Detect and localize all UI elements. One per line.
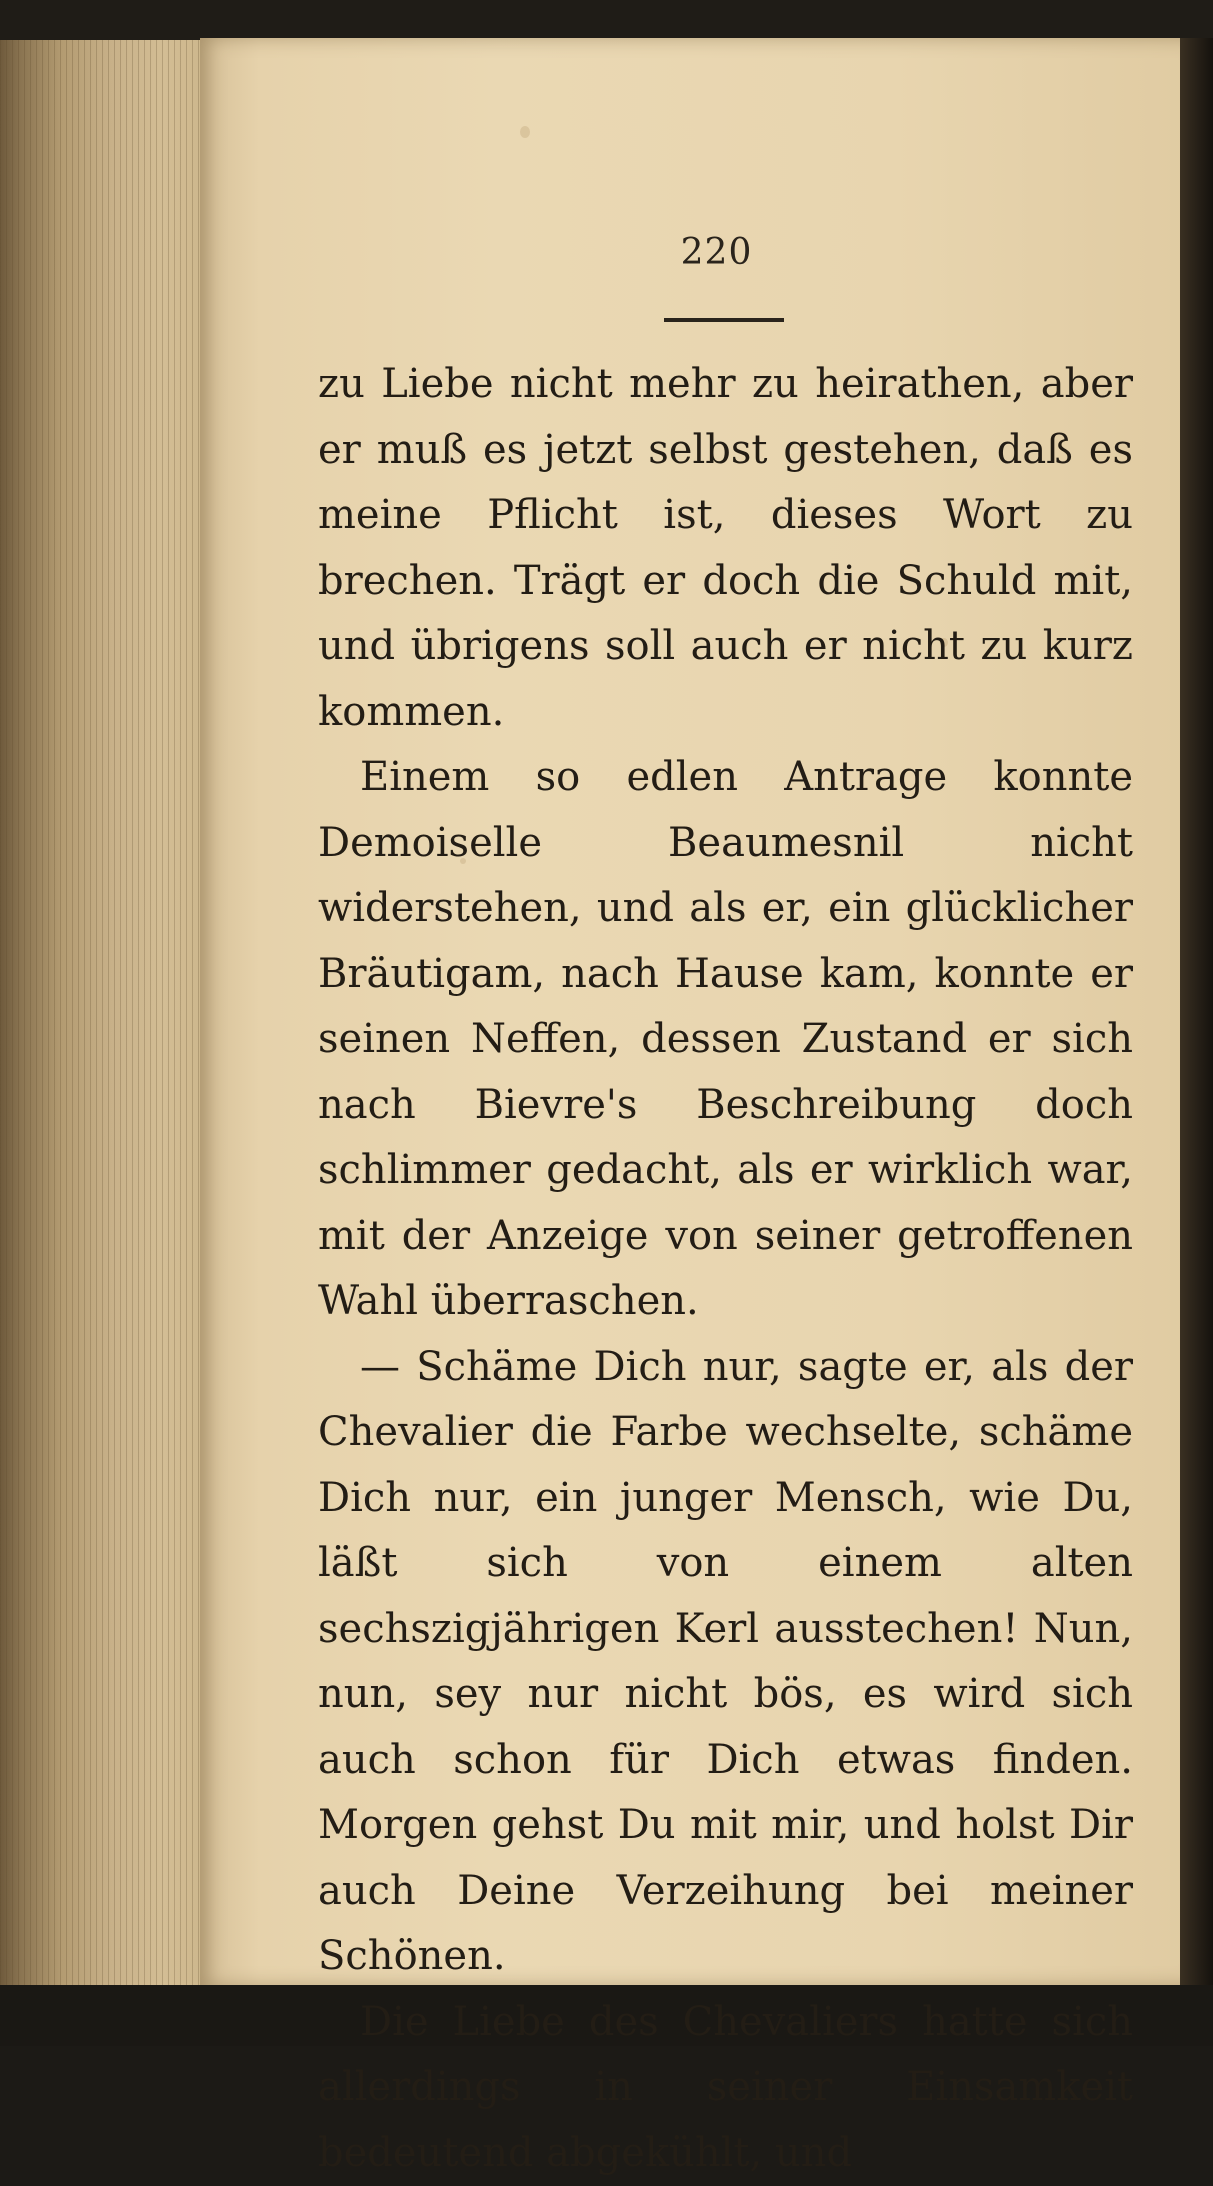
page-stack-edges [0, 40, 205, 1985]
body-text [318, 352, 1133, 2186]
paragraph: Einem so edlen Antrage konnte Demoiselle Beaumesnil nicht widerstehen, und als er, ein glücklicher Bräutigam, nach Hause kam, konnte er seinen Neffen, dessen Zustand er sich nach Bievre's Beschreibung doch schlimmer gedacht, als er wirklich war, mit der Anzeige von seiner getroffenen Wahl überraschen. [318, 745, 1133, 1335]
foxing-spot [520, 126, 530, 138]
paragraph: zu Liebe nicht mehr zu heirathen, aber er muß es jetzt selbst gestehen, daß es meine Pflicht ist, dieses Wort zu brechen. Trägt er doch die Schuld mit, und übrigens soll auch er nicht zu kurz kommen. [318, 352, 1133, 745]
paragraph: Die Liebe des Chevaliers hatte sich allerdings in seiner Einsamkeit bedeutend abgekühlt, und [318, 1990, 1133, 2186]
header-rule [664, 318, 784, 322]
page-number: 220 [0, 232, 1213, 273]
binding-gutter [1180, 38, 1213, 1988]
paragraph: — Schäme Dich nur, sagte er, als der Chevalier die Farbe wechselte, schäme Dich nur, ein junger Mensch, wie Du, läßt sich von einem alten sechszigjährigen Kerl ausstechen! Nun, nun, sey nur nicht bös, es wird sich auch schon für Dich etwas finden. Morgen gehst Du mit mir, und holst Dir auch Deine Verzeihung bei meiner Schönen. [318, 1335, 1133, 1990]
